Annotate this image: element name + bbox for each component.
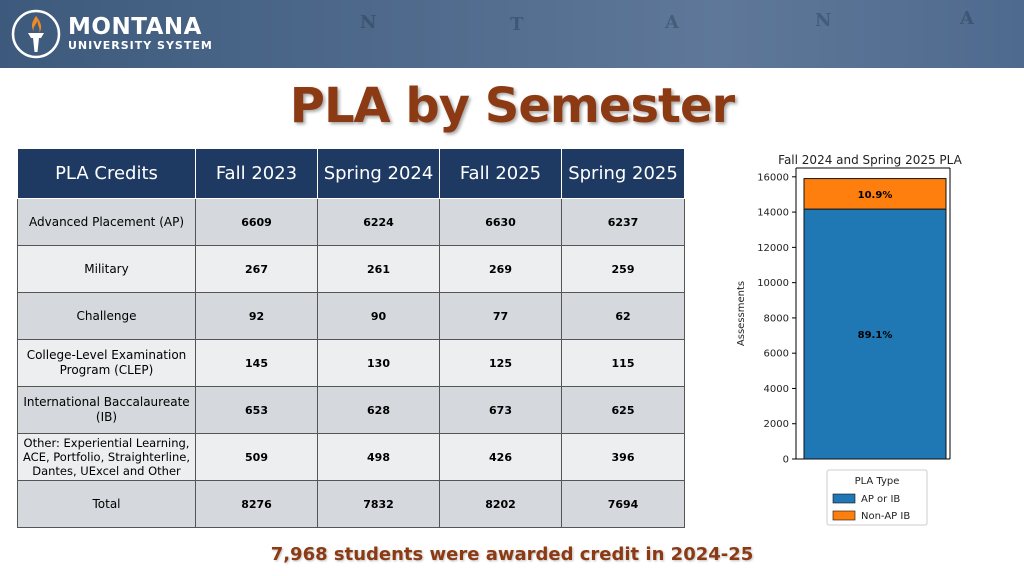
legend-entry: AP or IB	[861, 494, 901, 505]
table-row	[18, 199, 685, 246]
table-row	[18, 340, 685, 387]
y-tick-label: 14000	[757, 207, 789, 219]
table-cell: 92	[196, 293, 318, 340]
y-tick-label: 0	[782, 454, 789, 466]
table-cell: 509	[196, 434, 318, 481]
table-cell: 145	[196, 340, 318, 387]
row-label: College-Level Examination Program (CLEP)	[18, 340, 196, 387]
table-cell: 7832	[318, 481, 440, 528]
table-cell: 261	[318, 246, 440, 293]
table-row	[18, 387, 685, 434]
table-cell: 6224	[318, 199, 440, 246]
y-tick-label: 6000	[763, 348, 789, 360]
logo-title: MONTANA	[68, 14, 202, 40]
legend-entry: Non-AP IB	[861, 511, 911, 522]
table-cell: 673	[440, 387, 562, 434]
table-cell: 130	[318, 340, 440, 387]
table-cell: 90	[318, 293, 440, 340]
column-header: PLA Credits	[18, 149, 196, 199]
row-label: International Baccalaureate (IB)	[18, 387, 196, 434]
table-cell: 8202	[440, 481, 562, 528]
y-tick-label: 12000	[757, 242, 789, 254]
page-title: PLA by Semester	[289, 78, 735, 134]
table-cell: 62	[562, 293, 685, 340]
legend-swatch	[833, 511, 855, 520]
row-label: Total	[18, 481, 196, 528]
row-label: Other: Experiential Learning, ACE, Portfolio, Straighterline, Dantes, UExcel and Other	[18, 434, 196, 481]
map-letter: N	[815, 10, 832, 31]
y-tick-label: 2000	[763, 419, 789, 431]
bar-segment-label: 10.9%	[857, 189, 893, 201]
table-cell: 269	[440, 246, 562, 293]
table-cell: 7694	[562, 481, 685, 528]
table-cell: 426	[440, 434, 562, 481]
legend-swatch	[833, 494, 855, 503]
table-cell: 628	[318, 387, 440, 434]
table-cell: 8276	[196, 481, 318, 528]
y-tick-label: 10000	[757, 278, 789, 290]
table-cell: 6630	[440, 199, 562, 246]
y-tick-label: 16000	[757, 172, 789, 184]
bar-segment-label: 89.1%	[857, 330, 893, 342]
table-header-row	[18, 149, 685, 199]
table-cell: 6609	[196, 199, 318, 246]
table-row	[18, 434, 685, 481]
map-letter: A	[960, 8, 974, 29]
row-label: Advanced Placement (AP)	[18, 199, 196, 246]
column-header: Spring 2024	[318, 149, 440, 199]
map-letter: A	[665, 12, 679, 33]
table-cell: 396	[562, 434, 685, 481]
column-header: Spring 2025	[562, 149, 685, 199]
header-banner	[0, 0, 1024, 68]
table-cell: 498	[318, 434, 440, 481]
column-header: Fall 2025	[440, 149, 562, 199]
table-cell: 125	[440, 340, 562, 387]
table-row	[18, 246, 685, 293]
table-row-total	[18, 481, 685, 528]
pla-table	[17, 148, 685, 528]
map-letter: N	[360, 12, 377, 33]
table-cell: 115	[562, 340, 685, 387]
table-cell: 267	[196, 246, 318, 293]
table-cell: 77	[440, 293, 562, 340]
legend-title: PLA Type	[854, 476, 900, 487]
table-row	[18, 293, 685, 340]
table-cell: 6237	[562, 199, 685, 246]
table-cell: 259	[562, 246, 685, 293]
table-cell: 653	[196, 387, 318, 434]
table-cell: 625	[562, 387, 685, 434]
row-label: Challenge	[18, 293, 196, 340]
logo-subtitle: UNIVERSITY SYSTEM	[68, 39, 213, 52]
y-tick-label: 4000	[763, 383, 789, 395]
y-tick-label: 8000	[763, 313, 789, 325]
y-axis-label: Assessments	[736, 280, 747, 347]
stacked-bar-chart	[730, 148, 990, 533]
column-header: Fall 2023	[196, 149, 318, 199]
chart-title: Fall 2024 and Spring 2025 PLA	[778, 153, 962, 167]
row-label: Military	[18, 246, 196, 293]
torch-icon	[10, 8, 62, 60]
footer-summary: 7,968 students were awarded credit in 2024-25	[270, 544, 754, 565]
map-letter: T	[510, 14, 524, 35]
logo[interactable]	[10, 8, 213, 60]
